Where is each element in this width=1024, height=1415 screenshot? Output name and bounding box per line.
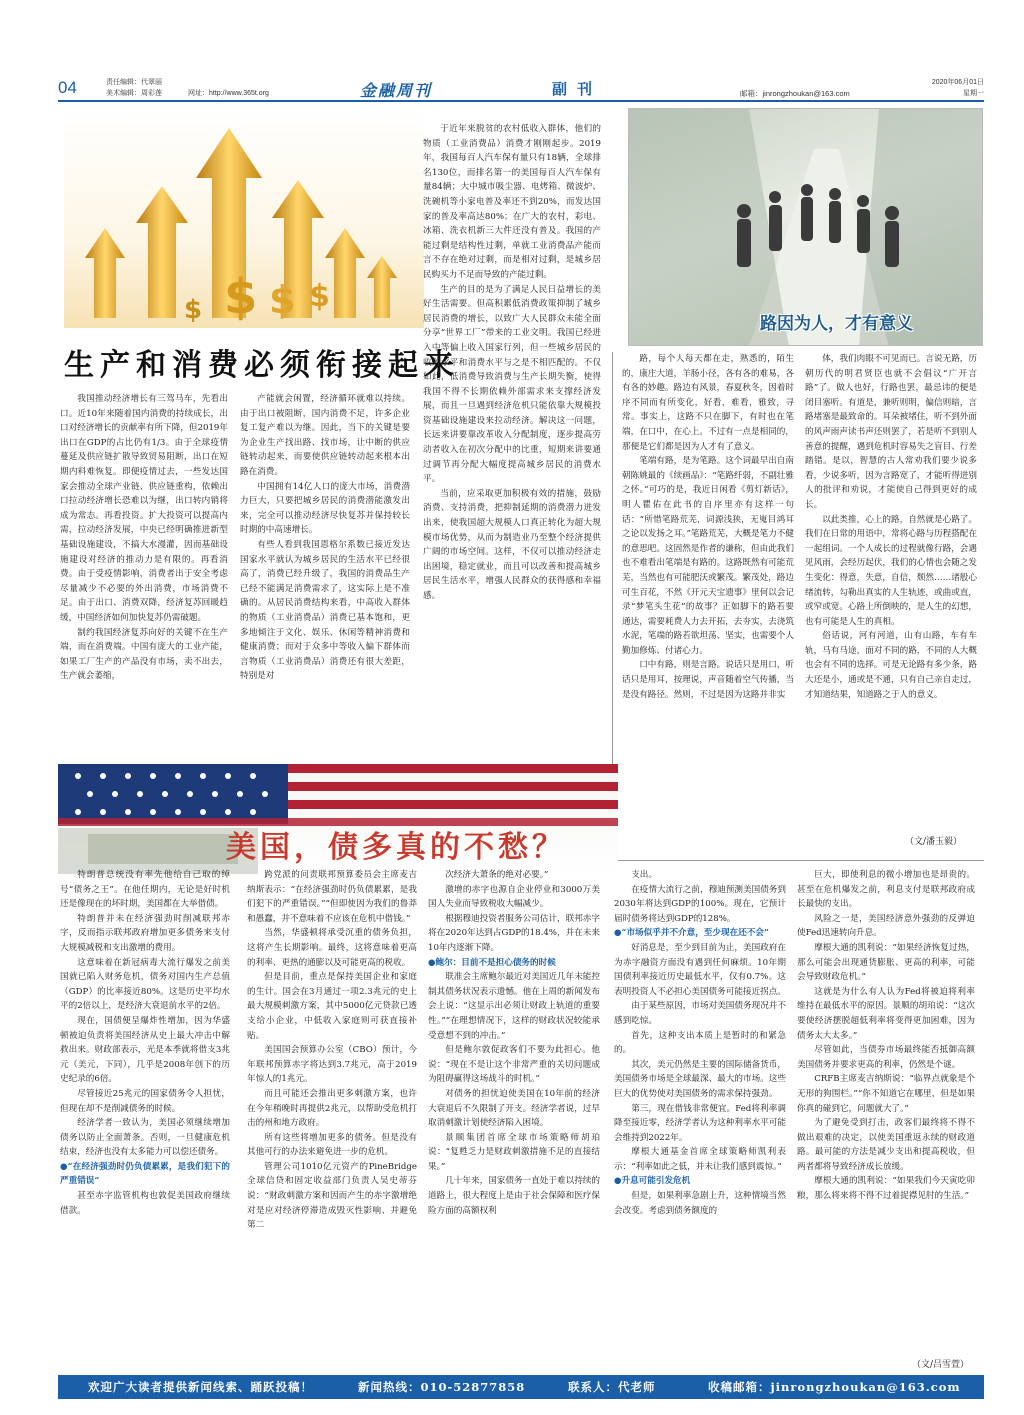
paragraph: 中国拥有14亿人口的庞大市场，消费潜力巨大，只要把城乡居民的消费潜能激发出来，完全可以推动经济尽快复苏并保持较长时期的中高速增长。 bbox=[240, 481, 410, 536]
article2-column-4 bbox=[614, 868, 786, 1370]
paragraph: 这意味着在新冠病毒大流行爆发之前美国就已陷入财务危机，债务对国内生产总值（GDP）的比率接近80%。这是历史平均水平的2倍以上，是经济大衰退前水平的2倍。 bbox=[60, 957, 230, 1012]
article2-column-5 bbox=[797, 868, 975, 1353]
art-editor-line: 美术编辑：周彩莲 bbox=[106, 90, 162, 97]
subheading: ●升息可能引发危机 bbox=[614, 1176, 691, 1187]
paragraph: 尽管接近25兆元的国家债务令人担忧，但现在却不是削减债务的时候。 bbox=[60, 1088, 230, 1114]
paragraph: 经济学者一致认为，美国必须继续增加债务以防止全面萧条。否则，一旦健康危机结束，经济也没有太多能力可以偿还债务。 bbox=[60, 1118, 230, 1158]
paragraph: 现在，国债便呈爆炸性增加，因为华盛顿被迫负责将美国经济从史上最大冲击中解救出来。财政部表示，光是本季就将借支3兆元（美元，下同），几乎是2008年创下的历史纪录的6倍。 bbox=[60, 1015, 230, 1085]
paragraph: 摩根大通的凯利说：“如果我们今天寅吃卯粮，那么将来将不得不过着捉襟见肘的生活。” bbox=[797, 1176, 975, 1202]
paragraph: 跨党派的问责联邦预算委员会主席麦吉纳斯表示：“在经济强劲时仍负债累累，是我们犯下的严重错误。”“但即使因为我们的鲁莽和愚蠢，并不意味着不应该在危机中借钱。” bbox=[247, 870, 417, 924]
paper-name: 金融周刊 bbox=[360, 81, 433, 100]
article2-column-2 bbox=[247, 868, 417, 1370]
paragraph: 口中有路，则是言路。说话只是用口，听话只是用耳，按理说，声音随着空气传播，当是没有路径。然则，不过是因为这路并非实 bbox=[622, 660, 794, 700]
footer-bar bbox=[58, 1375, 984, 1399]
paragraph: 巨大，即使利息的微小增加也是昂贵的。甚至在危机爆发之前，利息支付是联邦政府成长最快的支出。 bbox=[797, 870, 975, 910]
footer-hotline: 新闻热线：010-52877858 bbox=[358, 1380, 526, 1394]
section-name: 副刊 bbox=[552, 80, 603, 98]
paragraph: 次经济大萧条的绝对必要。” bbox=[445, 870, 549, 880]
essay-byline: （文/潘玉毅） bbox=[905, 837, 963, 847]
weekday: 星期一 bbox=[963, 90, 984, 97]
svg-text:$: $ bbox=[309, 279, 330, 314]
paragraph: 但是目前，重点是保持美国企业和家庭的生计。国会在3月通过一项2.3兆元的史上最大规模刺激方案，其中5000亿元贷款已透支给小企业，中低收入家庭则可获直接补贴。 bbox=[247, 972, 417, 1041]
article1-column-1 bbox=[60, 392, 228, 752]
article2-column-1 bbox=[60, 868, 230, 1370]
essay-column-2 bbox=[805, 352, 977, 822]
article2-headline: 美国，债多真的不愁？ bbox=[226, 830, 566, 865]
paragraph: 制约我国经济复苏向好的关键不在生产端，而在消费端。中国有庞大的工业产能，如果工厂生产的产品没有市场，卖不出去，生产就会萎缩， bbox=[60, 627, 228, 682]
paragraph: 生产的目的是为了满足人民日益增长的美好生活需要。但高积累低消费政策抑制了城乡居民消费的增长，以致广大人民群众未能全面分享“世界工厂”带来的工业文明。我国已经进入中等偏上收入国家行列，但一些城乡居民的收入水平和消费水平与之是不相匹配的。不仅如此，低消费导致消费与生产长期失衡，使得我国不得不长期依赖外部需求来支撑经济发展，而且一旦遇到经济危机只能依靠大规模投资基础设施建设来拉动经济。解决这一问题，长远来讲要靠改革收入分配制度，逐步提高劳动者收入在初次分配中的比重，短期来讲要通过调节再分配大幅度提高城乡居民的消费水平。 bbox=[423, 284, 601, 485]
paragraph: 支出。 bbox=[631, 870, 657, 880]
paragraph: 笔端有路，是为笔路。这个词最早出自南朝陈姚最的《续画品》：“笔路纤弱，不副壮雅之怀。”可巧的是，我近日闲看《剪灯新话》，明人瞿佑在此书的自序里亦有这样一句话：“所惜笔路荒芜，词源浅狭，无嵬目鸿耳之论以发扬之耳。”笔路荒芜，大概是笔力不健的意思吧。这固然是作者的谦称，但由此我们也不难看出笔端是有路的。这路既然有可能荒芜，当然也有可能肥沃或繁茂。繁茂处，路边可生百花，不然《开元天宝遗事》里何以会记录“梦笔头生花”的故事？正如脚下的路若要通达，需要耗费人力去开拓，去夯实，去浇筑水泥，笔端的路若欲坦荡、坚实，也需要个人勤加修炼、付诸心力。 bbox=[622, 456, 794, 656]
svg-text:$: $ bbox=[184, 295, 203, 325]
paragraph: 由于某些原因，市场对美国债务现况并不感到吃惊。 bbox=[614, 1001, 786, 1026]
paragraph: 好消息是，至少到目前为止，美国政府在为赤字融资方面没有遇到任何麻烦。10年期国债利率接近历史最低水平，仅有0.7%。这表明投资人不必担心美国债务可能接近拐点。 bbox=[614, 942, 786, 997]
editor-credits bbox=[106, 77, 162, 99]
paragraph: 根据穆迪投资者服务公司估计，联邦赤字将在2020年达到占GDP的18.4%，并在未来10年内逐渐下降。 bbox=[428, 913, 600, 953]
paragraph: 管理公司1010亿元资产的PineBridge全球信贷和固定收益部门负责人吴史蒂芬说：“财政刺激方案和因而产生的赤字激增绝对是应对经济停滞造成毁灭性影响、并避免第二 bbox=[247, 1161, 417, 1231]
paragraph: 特朗普并未在经济强劲时削减联邦赤字，反而指示联邦政府增加更多债务来支付大规模减税和支出激增的费用。 bbox=[60, 913, 230, 953]
paragraph: 但是鲍尔敦促政客们不要为此担心。他说：“现在不是让这个非常严重的关切问题成为阻碍赢得这场战斗的时机。” bbox=[428, 1045, 600, 1085]
paragraph: 第三，现在借钱非常便宜。Fed将利率调降至接近零，经济学者认为这种利率水平可能会维持到2022年。 bbox=[614, 1103, 786, 1143]
footer-slogan: 欢迎广大读者提供新闻线索、踊跃投稿！ bbox=[88, 1380, 313, 1394]
paragraph: 特朗普总统没有率先他给自己取的绰号“债务之王”。在他任期内，无论是好时机还是像现在的坏时期，美国都在大举借债。 bbox=[60, 870, 230, 910]
paragraph: 路，每个人每天都在走，熟悉的，陌生的，康庄大道，羊肠小径，各有各的难易，各有各的妙趣。路边有风景，春夏秋冬，因着时序不同而有所变化，好看，难看，雅致，寻常。事实上，这路不只在脚下，有时也在笔端，在口中，在心上。不过有一点是相同的，那便是它们都是因为人才有了意义。 bbox=[622, 354, 794, 452]
paragraph: 摩根大通基金首席全球策略师凯利表示：“利率如此之低，并未让我们感到震惊。” bbox=[614, 1147, 786, 1172]
paragraph: 联准会主席鲍尔最近对美国近几年未能控制其债务状况表示遗憾。他在上周的新闻发布会上说：“这显示出必须让财政上轨道的重要性。”“在理想情况下，这样的财政状况较能承受意想不到的冲击。” bbox=[428, 972, 600, 1041]
paragraph: 有些人看到我国恩格尔系数已接近发达国家水平就认为城乡居民的生活水平已经很高了，消费已经升级了，我国的消费品生产已经不能满足消费需求了，这实际上是不准确的。从居民消费结构来看，中高收入群体的物质（工业消费品）消费已基本饱和，更多地倾注于文化、娱乐、休闲等精神消费和健康消费；而对于众多中等收入偏下群体而言物质（工业消费品）消费还有很大差距，特别是对 bbox=[240, 539, 410, 682]
subheading: ●鲍尔：目前不是担心债务的时候 bbox=[428, 957, 556, 968]
footer-mailbox[interactable]: 收稿邮箱：jinrongzhoukan@163.com bbox=[708, 1380, 961, 1394]
paragraph: 首先，这种支出本质上是暂时的和紧急的。 bbox=[614, 1030, 786, 1056]
footer-contact: 联系人：代老师 bbox=[568, 1380, 656, 1394]
article1-column-2 bbox=[240, 392, 410, 752]
article1-column-3 bbox=[423, 122, 601, 757]
paragraph: 甚至赤字监管机构也敦促美国政府继续借款。 bbox=[60, 1191, 230, 1216]
subheading: ●“在经济强劲时仍负债累累，是我们犯下的严重错误” bbox=[60, 1161, 230, 1187]
paragraph: 而且可能还会推出更多刺激方案，也许在今年稍晚时再提供2兆元，以帮助受危机打击的州和地方政府。 bbox=[247, 1088, 417, 1129]
paragraph: 景顺集团首席全球市场策略师胡珀说：“复甦乏力是财政刺激措施不足的直接结果。” bbox=[428, 1132, 600, 1172]
article1-headline: 生产和消费必须衔接起来 bbox=[64, 348, 460, 383]
paragraph: 其次，美元仍然是主要的国际储备货币，美国债务市场是全球最深、最大的市场。这些巨大的优势使对美国债务的需求保持强劲。 bbox=[614, 1059, 786, 1099]
growth-arrows-image bbox=[64, 108, 424, 328]
article2-column-3 bbox=[428, 868, 600, 1370]
editor-line: 责任编辑：代翠丽 bbox=[106, 79, 162, 86]
paragraph: 风险之一是，美国经济意外强劲的反弹迫使Fed迅速转向升息。 bbox=[797, 913, 975, 939]
paragraph: 我国推动经济增长有三驾马车，先看出口。近10年来随着国内消费的持续成长，出口对经济增长的贡献率有所下降，但2019年出口在GDP的占比仍有1/3。由于全球疫情蔓延及供应链扩散导致贸易阻断，出口在短期内料难恢复。即便疫情过去，一些发达国家会推动全球产业链、供应链重构，依赖出口拉动经济增长恐难以为继，出口转内销将成为常态。再看投资。扩大投资可以提高内需，拉动经济发展，中央已经明确推进新型基础设施建设，不搞大水漫灌，因而基础设施建设对经济的推动力是有限的。再看消费。由于受疫情影响，消费者出于安全考虑尽量减少不必要的外出消费，市场消费不足。由于出口、消费双降，经济复苏回暖趋缓，中国经济如何加快复苏仍需破题。 bbox=[60, 394, 228, 623]
paragraph: 以此类推，心上的路，自然就是心路了。我们在日常的用语中，常将心路与历程搭配在一起组词。一个人成长的过程就像行路，会遇见风雨，会经历起伏，我们的心情也会随之发生变化：得意，失意，自信，颓然……诸般心绪流转，勾勒出真实的人生轨迹，或曲或直，或窄或宽。心路上所倒映的，是人生的幻想，也有可能是人生的真相。 bbox=[805, 514, 977, 627]
growth-arrows-illustration bbox=[64, 108, 424, 328]
website-url[interactable]: 网址：http://www.365t.org bbox=[188, 90, 269, 97]
paragraph: 激增的赤字也源自企业停业和3000万美国人失业而导致税收大幅减少。 bbox=[428, 884, 600, 910]
paragraph: 几十年来，国家债务一直处于难以持续的道路上，很大程度上是由于社会保障和医疗保险方面的高额权利 bbox=[428, 1176, 600, 1216]
paragraph: 为了避免受到打击，政客们最终将不得不做出艰难的决定，以使美国重返永续的财政道路。最可能的方法是减少支出和提高税收，但两者都将导致经济成长放缓。 bbox=[797, 1118, 975, 1172]
paragraph: 于近年来脱贫的农村低收入群体，他们的物质（工业消费品）消费才刚刚起步。2019年，我国每百人汽车保有量只有18辆，全球排名130位，而排名第一的美国每百人汽车保有量84辆；大中城市吸尘器、电烤箱、微波炉、洗碗机等小家电普及率还不到20%，而发达国家的普及率高达80%；在广大的农村，彩电、冰箱、洗衣机新三大件还没有普及。我国的产能过剩是结构性过剩，单就工业消费品产能而言不存在绝对过剩，而是相对过剩，是城乡居民购买力不足而导致的产能过剩。 bbox=[423, 124, 601, 280]
paragraph: 但是，如果利率急剧上升，这种情境当然会改变。考虑到债务额度的 bbox=[614, 1191, 786, 1216]
paragraph: 这就是为什么有人认为Fed将被迫将利率维持在最低水平的原因。景顺的胡珀说：“这次要使经济摆脱超低利率将变得更加困难，因为债务太大太多。” bbox=[797, 986, 975, 1041]
paragraph: 美国国会预算办公室（CBO）预计，今年联邦预算赤字将达到3.7兆元，高于2019年惊人的1兆元。 bbox=[247, 1045, 417, 1085]
paragraph: 体，我们肉眼不可见而已。言说无路，历朝历代的明君贤臣也就不会倡议“广开言路”了。做人也好，行路也罢，最忌讳的便是闭目塞听。有道是，兼听则明，偏信则暗，言路堵塞是最致命的。耳朵被堵住，听不到外面的风声雨声读书声还则罢了，若是听不到别人善意的提醒，遇到危机时容易失之盲目、行差踏错。是以，智慧的古人常劝我们要少说多看，少说多听，因为言路宽了，才能听得进别人的批评和劝说，才能使自己得到更好的成长。 bbox=[805, 354, 977, 510]
road-image-caption: 路因为人，才有意义 bbox=[760, 314, 913, 334]
page-number: 04 bbox=[58, 78, 77, 97]
paragraph: 尽管如此，当债券市场最终能否抵御高额美国债务并要求更高的利率，仍然是个谜。 bbox=[797, 1045, 975, 1070]
svg-text:$: $ bbox=[224, 269, 258, 325]
paragraph: 产能就会闲置，经济循环就难以持续。由于出口被阻断，国内消费不足，许多企业复工复产难以为继。因此，当下的关键是要为企业生产找出路、找市场，让中断的供应链转动起来，而要使供应链转动起来根本出路在消费。 bbox=[240, 394, 410, 477]
svg-text:$: $ bbox=[269, 278, 296, 322]
paragraph: 所有这些将增加更多的债务。但是没有其他可行的办法来避免进一步的危机。 bbox=[247, 1132, 417, 1158]
date-block bbox=[908, 77, 984, 99]
paragraph: CRFB主席麦吉纳斯说：“临界点就象是个无形的狗围栏。”“你不知道它在哪里，但是如果你真的碰到它，问题就大了。” bbox=[797, 1074, 975, 1114]
paragraph: 当前，应采取更加积极有效的措施，鼓励消费、支持消费，把抑制延期的消费潜力迸发出来，使我国超大规模人口真正转化为超大规模市场优势，从而为制造业乃至整个经济提供广阔的市场空间。这样，不仅可以推动经济走出困境，稳定就业，而且可以改善和提高城乡居民生活水平，增强人民群众的获得感和幸福感。 bbox=[423, 488, 601, 601]
article2-byline: （文/吕雪萱） bbox=[912, 1360, 970, 1370]
mailbox[interactable]: 邮箱：jinrongzhoukan@163.com bbox=[740, 89, 850, 98]
subheading: ●“市场似乎并不介意，至少现在还不会” bbox=[614, 928, 769, 939]
paragraph: 摩根大通的凯利说：“如果经济恢复过热，那么可能会出现通货膨胀、更高的利率，可能会导致财政危机。” bbox=[797, 942, 975, 983]
paragraph: 俗话说，河有河道，山有山路，车有车轨，马有马途，面对不同的路，不同的人大概也会有不同的选择。可是无论路有多少条，路大还是小，通或是不通，只有自己亲自走过，才知道结果，知道路之于人的意义。 bbox=[805, 631, 977, 700]
paragraph: 在疫情大流行之前，穆迪预测美国债务到2030年将达到GDP的100%。现在，它预计届时债务将达到GDP的128%。 bbox=[614, 884, 786, 924]
paragraph: 对债务的担忧迫使美国在10年前的经济大衰退后不久限制了开支。经济学者说，过早取消刺激计划使经济陷入困境。 bbox=[428, 1088, 600, 1129]
paragraph: 当然，华盛顿将承受沉重的债务负担，这将产生长期影响。最终，这将意味着更高的利率、更热的通膨以及可能更高的税收。 bbox=[247, 928, 417, 968]
essay-column-1 bbox=[622, 352, 794, 852]
masthead-rule bbox=[58, 100, 984, 102]
date: 2020年06月01日 bbox=[931, 79, 984, 86]
